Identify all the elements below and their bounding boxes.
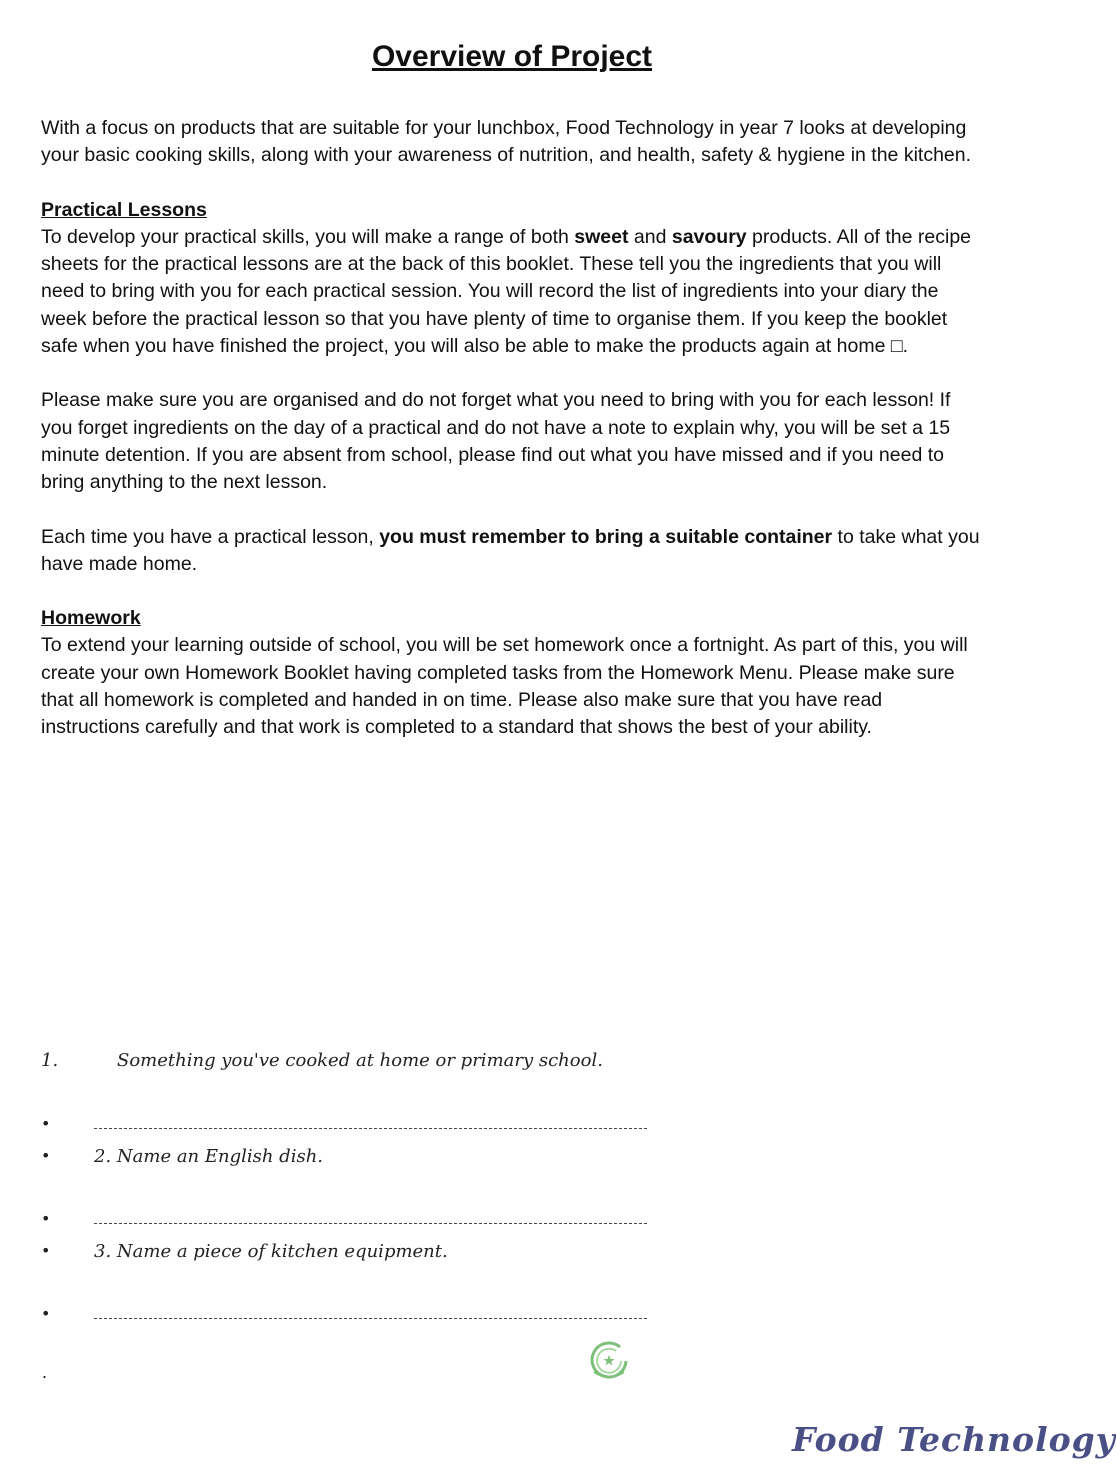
question-3-text: 3. Name a piece of kitchen equipment.	[94, 1241, 448, 1262]
practical-paragraph-3: Each time you have a practical lesson, you must remember to bring a suitable container to take what you have made home.	[41, 525, 980, 575]
food-technology-logo	[792, 1420, 1116, 1476]
question-2-text: 2. Name an English dish.	[94, 1146, 324, 1167]
question-1-text: Something you've cooked at home or primary school.	[117, 1050, 603, 1071]
answer-line-2[interactable]	[94, 1223, 647, 1224]
logo-text: Food Technology	[792, 1420, 1116, 1459]
practical-lessons-heading: Practical Lessons	[41, 198, 207, 221]
bullet-5: •	[41, 1304, 51, 1323]
page-title: Overview of Project	[371, 40, 653, 73]
bullet-4: •	[41, 1241, 51, 1260]
answer-line-1[interactable]	[94, 1128, 647, 1129]
trailing-dot: .	[42, 1362, 48, 1382]
seal-icon	[586, 1338, 632, 1384]
homework-heading: Homework	[41, 607, 141, 630]
answer-line-3[interactable]	[94, 1318, 647, 1319]
bullet-2: •	[41, 1146, 51, 1165]
practical-paragraph-1: To develop your practical skills, you will make a range of both sweet and savoury products. All of the recipe sheets for the practical lessons are at the back of this booklet. These tell you the ingredients that you will need to bring with you for each practical session. You will record the list of ingredients into your diary the week before the practical lesson so that you have plenty of time to organise them. If you keep the booklet safe when you have finished the project, you will also be able to make the products again at home □.	[41, 225, 972, 358]
bullet-3: •	[41, 1209, 51, 1228]
question-1-number: 1.	[41, 1050, 59, 1071]
intro-paragraph: With a focus on products that are suitable for your lunchbox, Food Technology in year 7 looks at developing your basic cooking skills, along with your awareness of nutrition, and health, safety & hygiene in the kitchen.	[41, 117, 972, 167]
homework-paragraph: To extend your learning outside of school, you will be set homework once a fortnight. As part of this, you will create your own Homework Booklet having completed tasks from the Homework Menu. Please make sure that all homework is completed and handed in on time. Please also make sure that you have read instructions carefully and that work is completed to a standard that shows the best of your ability.	[41, 634, 968, 739]
practical-paragraph-2: Please make sure you are organised and do not forget what you need to bring with you for each lesson! If you forget ingredients on the day of a practical and do not have a note to explain why, you will be set a 15 minute detention. If you are absent from school, please find out what you have missed and if you need to bring anything to the next lesson.	[41, 389, 951, 494]
bullet-1: •	[41, 1114, 51, 1133]
question-1	[41, 1050, 603, 1071]
document-body	[41, 115, 986, 742]
